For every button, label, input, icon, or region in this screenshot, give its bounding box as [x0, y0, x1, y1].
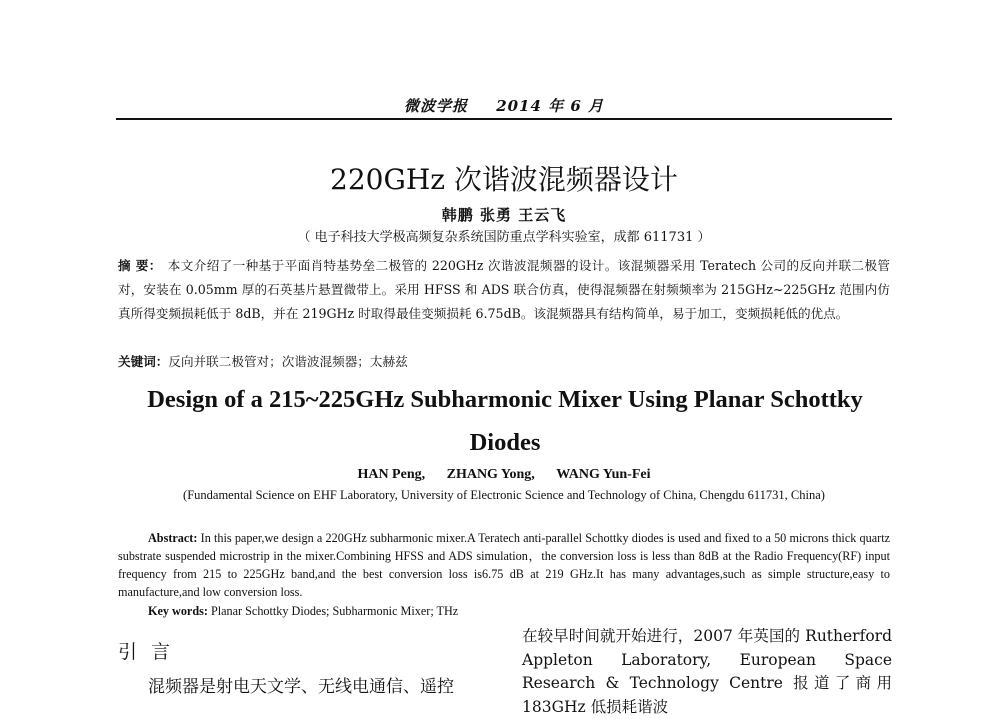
chinese-keywords [118, 351, 890, 370]
header-rule [116, 118, 892, 120]
section-heading: 引言 [118, 641, 185, 663]
english-keywords-text: Planar Schottky Diodes; Subharmonic Mixer; THz [210, 604, 459, 618]
chinese-affiliation: （ 电子科技大学极高频复杂系统国防重点学科实验室，成都 611731 ） [297, 230, 711, 245]
chinese-authors: 韩鹏 张勇 王云飞 [441, 206, 567, 224]
english-title: Design of a 215~225GHz Subharmonic Mixer Using Planar Schottky Diodes [147, 386, 863, 456]
chinese-keywords-text: 反向并联二极管对；次谐波混频器；太赫兹 [168, 354, 408, 369]
author-name: HAN Peng, [357, 467, 426, 482]
chinese-keywords-label: 关键词： [118, 354, 169, 369]
body-text-left: 混频器是射电天文学、无线电通信、遥控 [148, 677, 454, 697]
english-keywords-label: Key words: [148, 604, 208, 618]
body-text-right: 在较早时间就开始进行，2007 年英国的 Rutherford Appleton Laboratory, European Space Research & Technology Centre 报道了商用 183GHz 低损耗谐波 [522, 627, 892, 716]
english-keywords [148, 604, 888, 619]
english-abstract-text: In this paper,we design a 220GHz subharmonic mixer.A Teratech anti-parallel Schottky diodes is used and fixed to a 50 microns thick quartz substrate suspended microstrip in the mixer.Combining HFSS and ADS simulation，the conversion loss is less than 8dB at the Radio Frequency(RF) input frequency from 215 to 225GHz band,and the best conversion loss is6.75 dB at 219 GHz.It has many advantages,such as simple structure,easy to manufacture,and low conversion loss. [118, 531, 890, 599]
english-affiliation: (Fundamental Science on EHF Laboratory, University of Electronic Science and Technology of China, Chengdu 611731, China) [183, 488, 825, 502]
chinese-abstract-text: 本文介绍了一种基于平面肖特基势垒二极管的 220GHz 次谐波混频器的设计。该混频器采用 Teratech 公司的反向并联二极管对，安装在 0.05mm 厚的石英基片悬置微带上。采用 HFSS 和 ADS 联合仿真，使得混频器在射频频率为 215GHz~225GHz 范围内仿真所得变频损耗低于 8dB，并在 219GHz 时取得最佳变频损耗 6.75dB。该混频器具有结构简单，易于加工，变频损耗低的优点。 [118, 258, 890, 321]
english-abstract [118, 529, 890, 601]
english-abstract-label: Abstract: [148, 531, 198, 545]
journal-name: 微波学报 [403, 97, 468, 115]
chinese-abstract-label: 摘 要： [118, 258, 162, 273]
author-name: ZHANG Yong, [446, 467, 535, 482]
english-authors [116, 467, 892, 483]
issue-date: 2014 年 6 月 [496, 97, 605, 115]
chinese-title: 220GHz 次谐波混频器设计 [330, 163, 678, 196]
chinese-abstract [118, 254, 890, 326]
author-name: WANG Yun-Fei [556, 467, 651, 482]
running-header [116, 95, 892, 116]
